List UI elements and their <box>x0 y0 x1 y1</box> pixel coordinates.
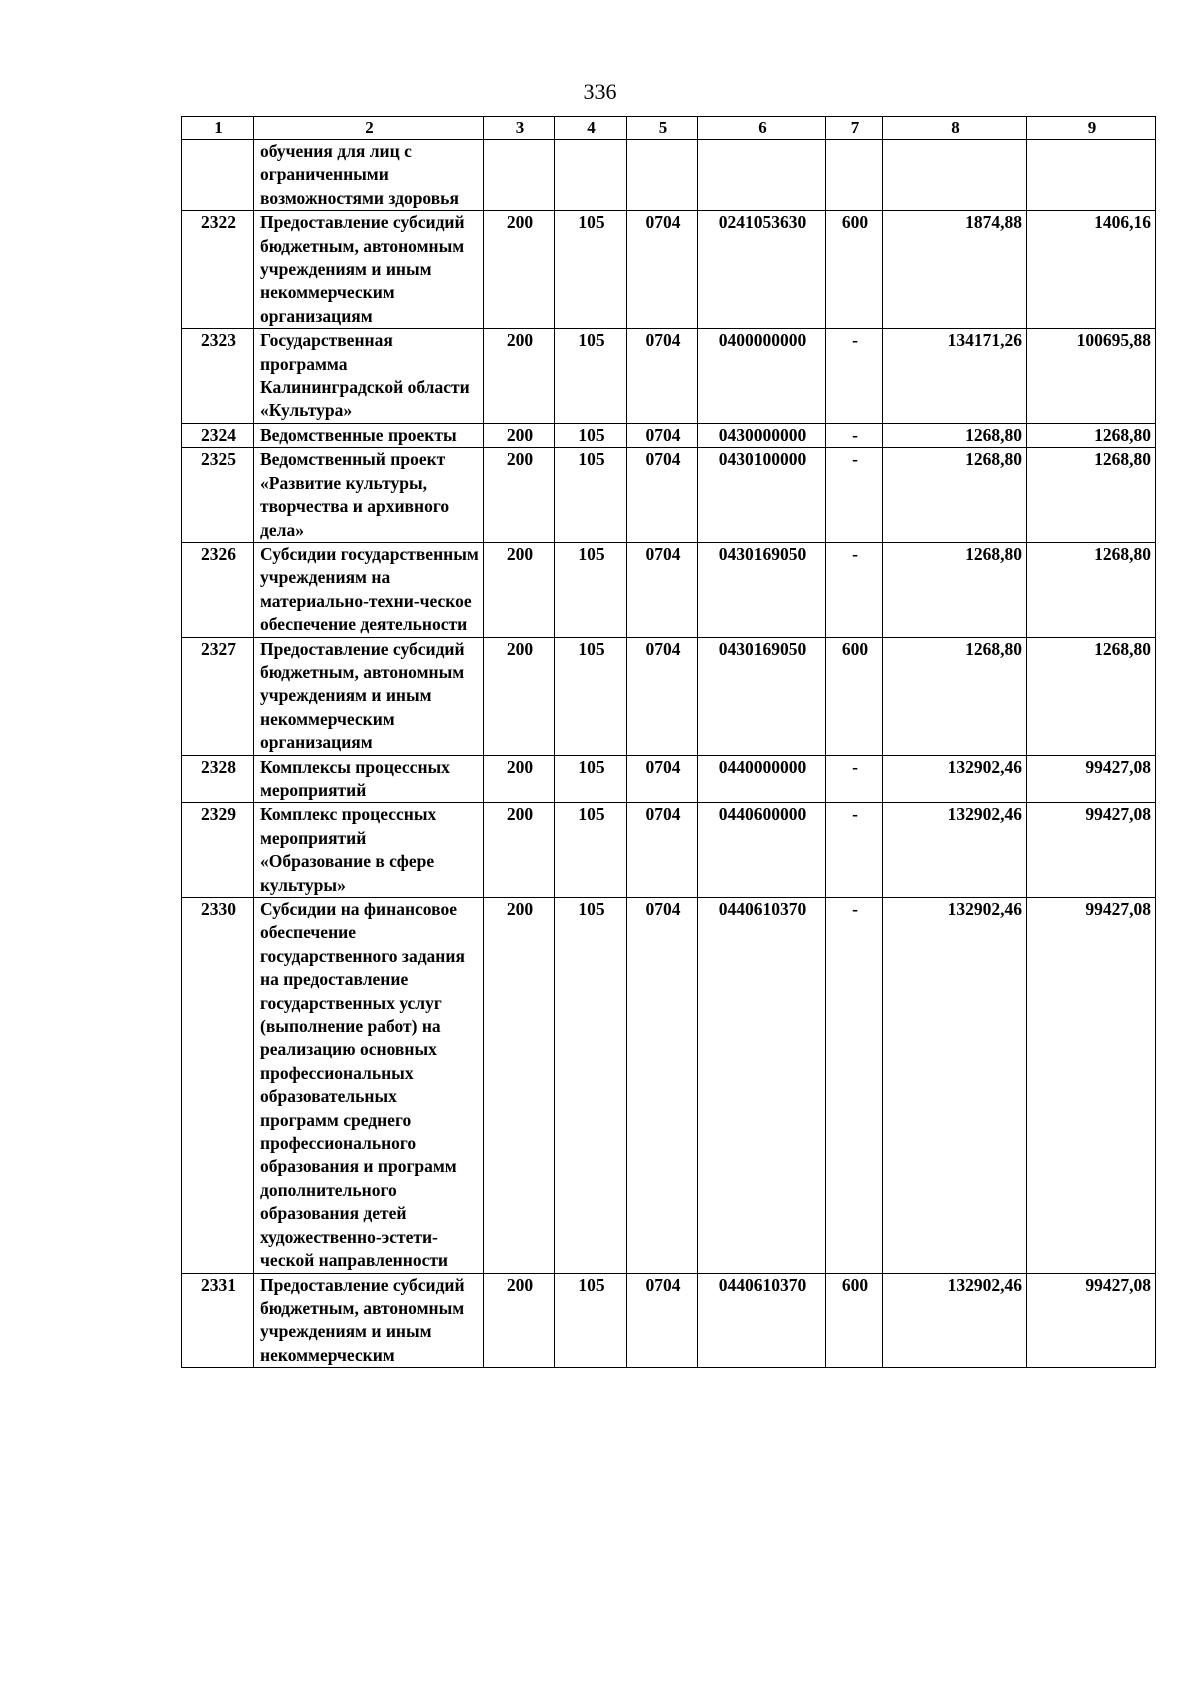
table-row <box>182 329 1156 424</box>
cell-col6 <box>698 140 826 211</box>
column-header: 4 <box>555 117 627 140</box>
cell-col4: 105 <box>555 803 627 898</box>
table-row <box>182 448 1156 543</box>
cell-col9: 1406,16 <box>1027 211 1156 329</box>
cell-col8: 132902,46 <box>883 803 1027 898</box>
cell-col7: 600 <box>826 1273 883 1368</box>
cell-col4: 105 <box>555 1273 627 1368</box>
table-row <box>182 755 1156 803</box>
row-name: Комплексы процессных мероприятий <box>254 755 484 803</box>
cell-col4: 105 <box>555 755 627 803</box>
cell-col3: 200 <box>484 1273 555 1368</box>
cell-col4: 105 <box>555 898 627 1274</box>
cell-col3: 200 <box>484 803 555 898</box>
cell-col4: 105 <box>555 423 627 447</box>
row-number: 2324 <box>182 423 254 447</box>
row-number: 2329 <box>182 803 254 898</box>
cell-col4: 105 <box>555 211 627 329</box>
cell-col6: 0440610370 <box>698 1273 826 1368</box>
cell-col5: 0704 <box>627 1273 698 1368</box>
cell-col8: 1268,80 <box>883 542 1027 637</box>
cell-col8: 132902,46 <box>883 1273 1027 1368</box>
page-number: 336 <box>583 79 617 104</box>
cell-col4 <box>555 140 627 211</box>
table-row <box>182 423 1156 447</box>
cell-col6: 0400000000 <box>698 329 826 424</box>
cell-col7 <box>826 140 883 211</box>
cell-col8: 134171,26 <box>883 329 1027 424</box>
row-name: Субсидии государственным учреждениям на материально-техни-ческое обеспечение деятельности <box>254 542 484 637</box>
row-number: 2325 <box>182 448 254 543</box>
table-row <box>182 1273 1156 1368</box>
cell-col7: - <box>826 542 883 637</box>
table-row <box>182 211 1156 329</box>
cell-col8: 1874,88 <box>883 211 1027 329</box>
column-header: 2 <box>254 117 484 140</box>
row-number: 2322 <box>182 211 254 329</box>
cell-col5: 0704 <box>627 329 698 424</box>
cell-col9: 1268,80 <box>1027 423 1156 447</box>
column-header: 7 <box>826 117 883 140</box>
budget-table <box>181 116 1156 1368</box>
cell-col7: - <box>826 755 883 803</box>
cell-col4: 105 <box>555 329 627 424</box>
column-header: 9 <box>1027 117 1156 140</box>
row-name: Предоставление субсидий бюджетным, автономным учреждениям и иным некоммерческим организациям <box>254 637 484 755</box>
row-name: Ведомственные проекты <box>254 423 484 447</box>
row-number: 2330 <box>182 898 254 1274</box>
cell-col3: 200 <box>484 898 555 1274</box>
cell-col7: - <box>826 803 883 898</box>
cell-col7: - <box>826 448 883 543</box>
cell-col4: 105 <box>555 637 627 755</box>
cell-col6: 0430000000 <box>698 423 826 447</box>
cell-col8: 1268,80 <box>883 423 1027 447</box>
cell-col5: 0704 <box>627 755 698 803</box>
row-name: Комплекс процессных мероприятий «Образование в сфере культуры» <box>254 803 484 898</box>
row-name: Ведомственный проект «Развитие культуры, творчества и архивного дела» <box>254 448 484 543</box>
row-number: 2328 <box>182 755 254 803</box>
cell-col5: 0704 <box>627 542 698 637</box>
cell-col4: 105 <box>555 542 627 637</box>
cell-col9: 99427,08 <box>1027 1273 1156 1368</box>
cell-col6: 0440610370 <box>698 898 826 1274</box>
row-name: Субсидии на финансовое обеспечение государственного задания на предоставление государственных услуг (выполнение работ) на реализацию основных профессиональных образовательных программ среднего профессионального образования и программ дополнительного образования детей художественно-эстети-ческой направленности <box>254 898 484 1274</box>
row-number <box>182 140 254 211</box>
cell-col5: 0704 <box>627 637 698 755</box>
column-header: 8 <box>883 117 1027 140</box>
cell-col4: 105 <box>555 448 627 543</box>
cell-col8: 1268,80 <box>883 637 1027 755</box>
cell-col5: 0704 <box>627 803 698 898</box>
row-number: 2323 <box>182 329 254 424</box>
cell-col6: 0430169050 <box>698 637 826 755</box>
cell-col9: 99427,08 <box>1027 898 1156 1274</box>
table-header-row <box>182 117 1156 140</box>
cell-col6: 0430100000 <box>698 448 826 543</box>
cell-col3 <box>484 140 555 211</box>
table-row <box>182 898 1156 1274</box>
cell-col7: - <box>826 898 883 1274</box>
row-number: 2327 <box>182 637 254 755</box>
cell-col9: 1268,80 <box>1027 637 1156 755</box>
cell-col9: 99427,08 <box>1027 803 1156 898</box>
row-name: Предоставление субсидий бюджетным, автономным учреждениям и иным некоммерческим организациям <box>254 211 484 329</box>
cell-col5: 0704 <box>627 448 698 543</box>
cell-col5: 0704 <box>627 423 698 447</box>
cell-col9: 1268,80 <box>1027 448 1156 543</box>
table-row <box>182 637 1156 755</box>
row-name: обучения для лиц с ограниченными возможностями здоровья <box>254 140 484 211</box>
cell-col8: 132902,46 <box>883 755 1027 803</box>
cell-col9: 100695,88 <box>1027 329 1156 424</box>
cell-col7: - <box>826 423 883 447</box>
cell-col9: 1268,80 <box>1027 542 1156 637</box>
cell-col3: 200 <box>484 329 555 424</box>
column-header: 3 <box>484 117 555 140</box>
cell-col3: 200 <box>484 755 555 803</box>
cell-col8: 1268,80 <box>883 448 1027 543</box>
row-number: 2326 <box>182 542 254 637</box>
cell-col7: - <box>826 329 883 424</box>
column-header: 1 <box>182 117 254 140</box>
column-header: 5 <box>627 117 698 140</box>
cell-col8 <box>883 140 1027 211</box>
cell-col6: 0440600000 <box>698 803 826 898</box>
cell-col5: 0704 <box>627 211 698 329</box>
cell-col3: 200 <box>484 423 555 447</box>
table-row <box>182 542 1156 637</box>
column-header: 6 <box>698 117 826 140</box>
cell-col6: 0241053630 <box>698 211 826 329</box>
cell-col3: 200 <box>484 637 555 755</box>
cell-col5 <box>627 140 698 211</box>
cell-col3: 200 <box>484 448 555 543</box>
cell-col6: 0430169050 <box>698 542 826 637</box>
row-name: Предоставление субсидий бюджетным, автономным учреждениям и иным некоммерческим <box>254 1273 484 1368</box>
cell-col7: 600 <box>826 637 883 755</box>
cell-col7: 600 <box>826 211 883 329</box>
cell-col8: 132902,46 <box>883 898 1027 1274</box>
cell-col9 <box>1027 140 1156 211</box>
cell-col3: 200 <box>484 211 555 329</box>
cell-col3: 200 <box>484 542 555 637</box>
row-number: 2331 <box>182 1273 254 1368</box>
cell-col9: 99427,08 <box>1027 755 1156 803</box>
table-row <box>182 140 1156 211</box>
table-row <box>182 803 1156 898</box>
cell-col5: 0704 <box>627 898 698 1274</box>
row-name: Государственная программа Калининградской области «Культура» <box>254 329 484 424</box>
cell-col6: 0440000000 <box>698 755 826 803</box>
